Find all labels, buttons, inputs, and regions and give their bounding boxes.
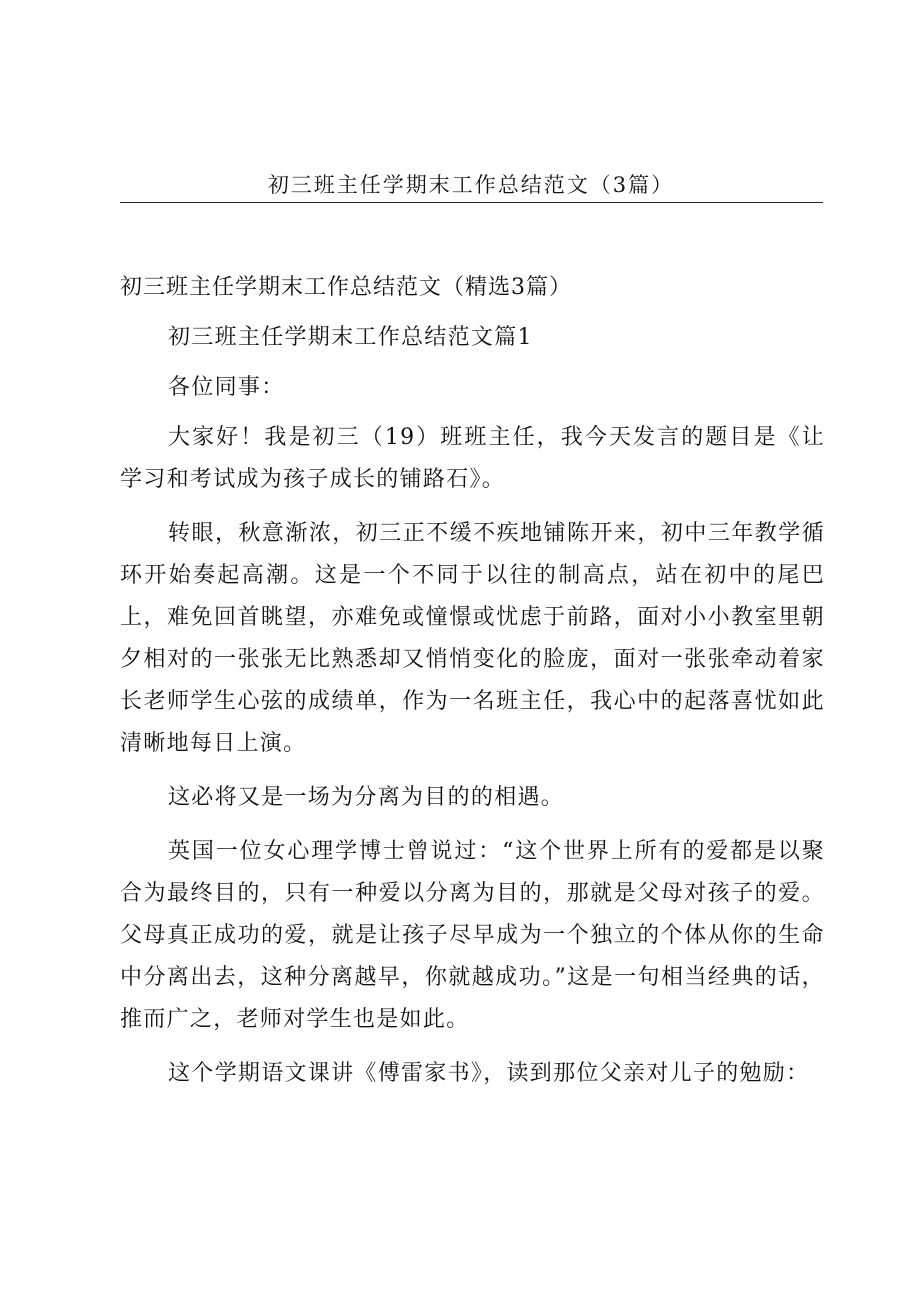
document-body: [120, 270, 825, 1107]
paragraph-1: 大家好！我是初三（19）班班主任，我今天发言的题目是《让学习和考试成为孩子成长的铺路石》。: [120, 425, 825, 492]
paragraph-3: 这必将又是一场为分离为目的的相遇。: [168, 785, 565, 810]
paragraph-2: 转眼，秋意渐浓，初三正不缓不疾地铺陈开来，初中三年教学循环开始奏起高潮。这是一个不同于以往的制高点，站在初中的尾巴上，难免回首眺望，亦难免或憧憬或忧虑于前路，面对小小教室里朝夕相对的一张张无比熟悉却又悄悄变化的脸庞，面对一张张牵动着家长老师学生心弦的成绩单，作为一名班主任，我心中的起落喜忧如此清晰地每日上演。: [120, 521, 825, 756]
salutation: 各位同事：: [168, 375, 285, 400]
paragraph-5: 这个学期语文课讲《傅雷家书》，读到那位父亲对儿子的勉励：: [168, 1061, 810, 1086]
section-heading: 初三班主任学期末工作总结范文篇1: [168, 325, 533, 350]
page-header-title: 初三班主任学期末工作总结范文（3篇）: [267, 173, 675, 197]
document-title: 初三班主任学期末工作总结范文（精选3篇）: [120, 275, 572, 300]
paragraph-4: 英国一位女心理学博士曾说过：“这个世界上所有的爱都是以聚合为最终目的，只有一种爱以分离为目的，那就是父母对孩子的爱。父母真正成功的爱，就是让孩子尽早成为一个独立的个体从你的生命中分离出去，这种分离越早，你就越成功。”这是一句相当经典的话，推而广之，老师对学生也是如此。: [120, 839, 825, 1032]
header-divider: [120, 202, 823, 203]
